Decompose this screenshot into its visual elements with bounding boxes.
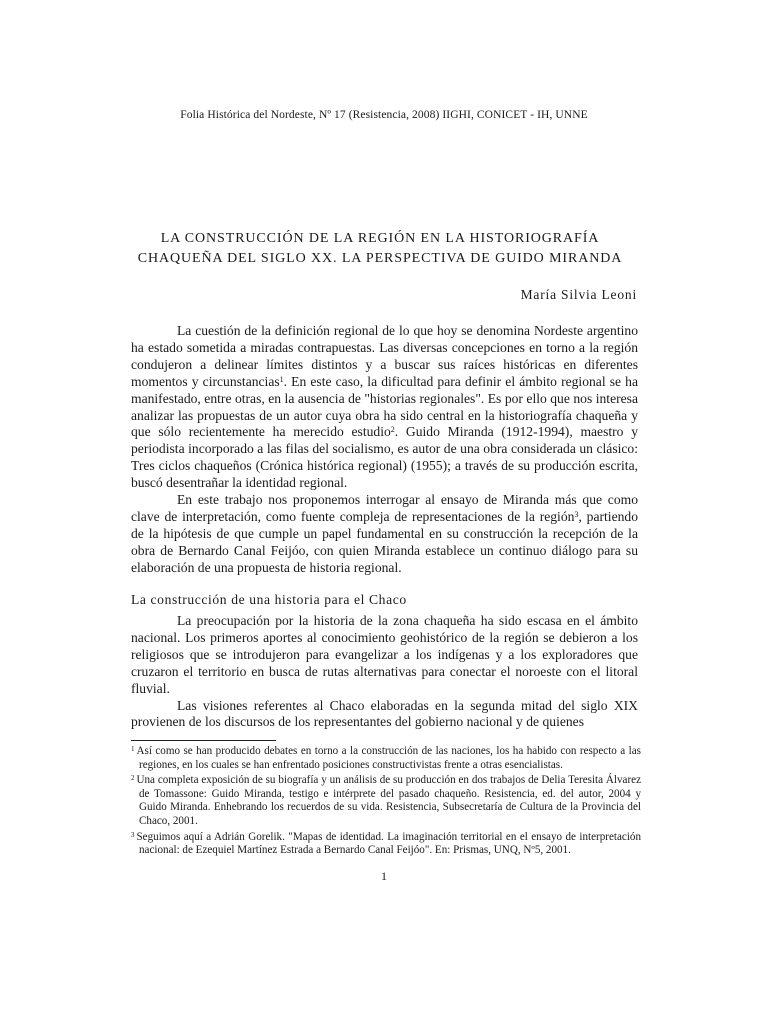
article-title-line-1: LA CONSTRUCCIÓN DE LA REGIÓN EN LA HISTORIOGRAFÍA xyxy=(160,231,600,246)
intro-paragraph-1-part-b: . En este caso, la dificultad para definir el ámbito regional se ha manifestado, entre otras, en la ausencia de "historias regionales". Es por ello que nos interesa analizar las propuestas de un autor cuya obra ha sido central en la historiografía chaqueña y que sólo recientemente ha merecido estudio xyxy=(131,373,638,440)
footnote-text: Seguimos aquí a Adrián Gorelik. "Mapas de identidad. La imaginación territorial en el ensayo de interpretación nacional: de Ezequiel Martínez Estrada a Bernardo Canal Feijóo". En: Prismas, UNQ, Nº5, 2001. xyxy=(136,830,641,857)
section-1-paragraph-1: La preocupación por la historia de la zona chaqueña ha sido escasa en el ámbito nacional. Los primeros aportes al conocimiento geohistórico de la región se debieron a los religiosos que se introdujeron para evangelizar a los indígenas y a los exploradores que cruzaron el territorio en busca de rutas alternativas para conectar el noroeste con el litoral fluvial. xyxy=(131,613,638,696)
running-header: Folia Histórica del Nordeste, Nº 17 (Resistencia, 2008) IIGHI, CONICET - IH, UNNE xyxy=(180,109,588,121)
section-heading: La construcción de una historia para el Chaco xyxy=(131,592,407,607)
intro-paragraph-2-part-a: En este trabajo nos proponemos interrogar al ensayo de Miranda más que como clave de interpretación, como fuente compleja de representaciones de la región xyxy=(131,492,638,524)
footnote-number: 1 xyxy=(131,745,135,753)
footnote-3 xyxy=(131,829,641,858)
introduction-section xyxy=(131,323,638,577)
footnote-divider xyxy=(131,740,276,741)
intro-paragraph-1-part-c: . Guido Miranda (1912-1994), maestro y periodista incorporado a las filas del socialismo, es autor de una obra considerada un clásico: Tres ciclos chaqueños (Crónica histórica regional) (1955); a través de su producción escrita, buscó desentrañar la identidad regional. xyxy=(131,424,638,491)
footnote-2 xyxy=(131,772,641,828)
page-number: 1 xyxy=(381,869,387,883)
intro-paragraph-2-part-b: , partiendo de la hipótesis de que cumple un papel fundamental en su construcción la recepción de la obra de Bernardo Canal Feijóo, con quien Miranda establece un continuo diálogo para su elaboración de una propuesta de historia regional. xyxy=(131,508,638,575)
footnote-text: Así como se han producido debates en torno a la construcción de las naciones, los ha habido con respecto a las regiones, en los cuales se han enfrentado posiciones constructivistas frente a otras esencialistas. xyxy=(136,745,641,771)
article-title-line-2: CHAQUEÑA DEL SIGLO XX. LA PERSPECTIVA DE GUIDO MIRANDA xyxy=(137,251,623,266)
article-title xyxy=(120,229,640,269)
section-1-paragraph-2: Las visiones referentes al Chaco elaboradas en la segunda mitad del siglo XIX provienen de los discursos de los representantes del gobierno nacional y de quienes xyxy=(131,697,638,730)
footnote-1 xyxy=(131,743,641,772)
intro-paragraph-1 xyxy=(131,323,638,492)
footnote-number: 2 xyxy=(131,774,135,783)
footnote-ref-1: 1 xyxy=(279,374,284,384)
author-name: María Silvia Leoni xyxy=(520,287,637,302)
footnote-ref-2: 2 xyxy=(390,425,395,435)
intro-paragraph-1-part-a: La cuestión de la definición regional de lo que hoy se denomina Nordeste argentino ha estado sometida a miradas contrapuestas. Las diversas concepciones en torno a la región condujeron a delinear límites distintos y a buscar sus raíces históricas en diferentes momentos y circunstancias xyxy=(131,323,638,389)
footnote-ref-3: 3 xyxy=(574,509,579,519)
intro-paragraph-2 xyxy=(131,492,638,577)
section-1-body xyxy=(131,613,638,731)
footnotes xyxy=(131,743,641,858)
footnote-text: Una completa exposición de su biografía y un análisis de su producción en dos trabajos de Delia Teresita Álvarez de Tomassone: Guido Miranda, testigo e intérprete del pasado chaqueño. Resistencia, ed. del autor, 2004 y Guido Miranda. Enhebrando los recuerdos de su vida. Resistencia, Subsecretaría de Cultura de la Provincia del Chaco, 2001. xyxy=(136,774,641,827)
footnote-number: 3 xyxy=(131,830,135,839)
